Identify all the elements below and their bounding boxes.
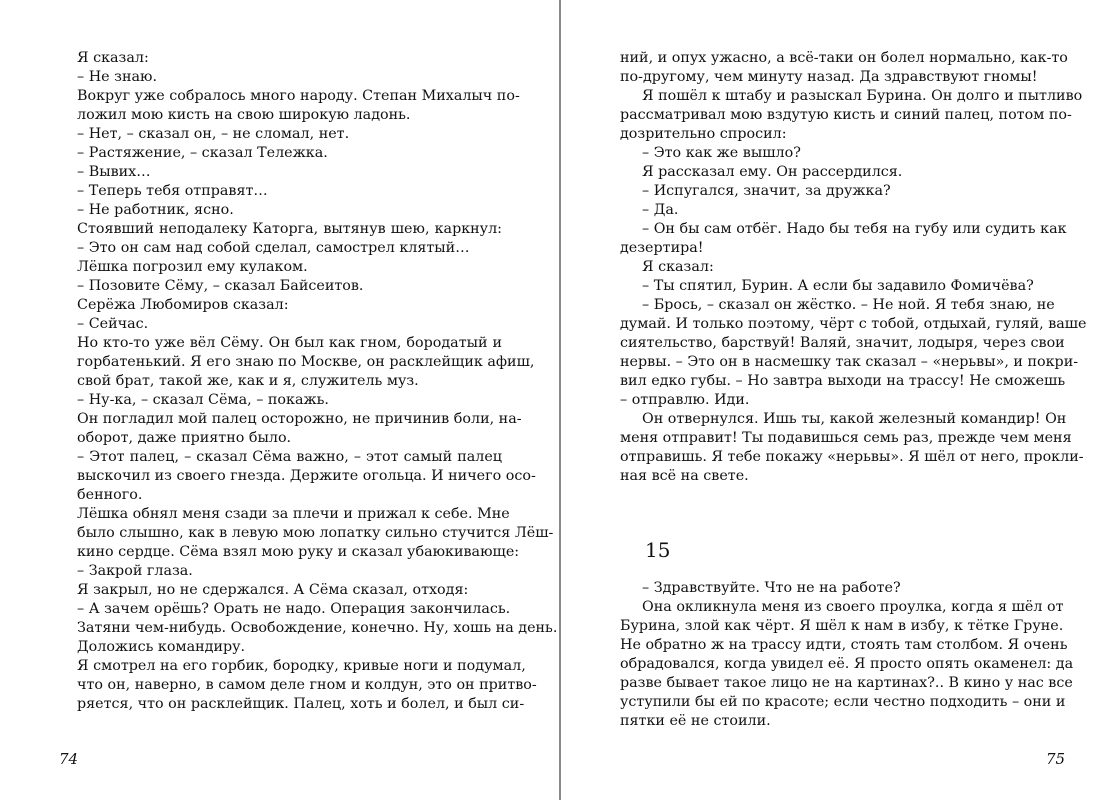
text-line: Она окликнула меня из своего проулка, когда я шёл от bbox=[642, 599, 1064, 615]
text-line: Доложись командиру. bbox=[77, 639, 246, 655]
text-line: – Это как же вышло? bbox=[642, 145, 801, 161]
page-number-right: 75 bbox=[1046, 750, 1066, 768]
text-line: обрадовался, когда увидел её. Я просто опять окаменел: да bbox=[620, 656, 1074, 672]
page-number-left: 74 bbox=[59, 750, 79, 768]
text-line: – Он бы сам отбёг. Надо бы тебя на губу или судить как bbox=[642, 221, 1067, 237]
text-line: – Это он сам над собой сделал, самострел клятый… bbox=[77, 240, 470, 256]
text-line: Лёшка обнял меня сзади за плечи и прижал к себе. Мне bbox=[77, 506, 510, 522]
text-line: Бурина, злой как чёрт. Я шёл к нам в избу, к тётке Груне. bbox=[620, 618, 1064, 634]
chapter-number: 15 bbox=[645, 538, 671, 562]
text-line: Серёжа Любомиров сказал: bbox=[77, 297, 289, 313]
text-line: меня отправит! Ты подавишься семь раз, прежде чем меня bbox=[620, 430, 1072, 446]
text-line: – Брось, – сказал он жёстко. – Не ной. Я тебя знаю, не bbox=[642, 297, 1055, 313]
text-line: Я сказал: bbox=[77, 50, 149, 66]
text-line: Вокруг уже собралось много народу. Степан Михалыч по- bbox=[77, 88, 520, 104]
text-line: горбатенький. Я его знаю по Москве, он расклейщик афиш, bbox=[77, 354, 535, 370]
text-line: – Закрой глаза. bbox=[77, 563, 193, 579]
text-line: Я смотрел на его горбик, бородку, кривые ноги и подумал, bbox=[77, 658, 526, 674]
text-line: – отправлю. Иди. bbox=[620, 392, 750, 408]
text-line: – Испугался, значит, за дружка? bbox=[642, 183, 891, 199]
text-line: – Ты спятил, Бурин. А если бы задавило Фомичёва? bbox=[642, 278, 1034, 294]
text-line: Стоявший неподалеку Каторга, вытянув шею, каркнул: bbox=[77, 221, 502, 237]
book-gutter bbox=[559, 0, 561, 800]
text-line: думай. И только поэтому, чёрт с тобой, отдыхай, гуляй, ваше bbox=[620, 316, 1087, 332]
text-line: отправишь. Я тебе покажу «нерьвы». Я шёл от него, прокли- bbox=[620, 449, 1084, 465]
text-line: Я рассказал ему. Он рассердился. bbox=[642, 164, 903, 180]
text-line: Но кто-то уже вёл Сёму. Он был как гном, бородатый и bbox=[77, 335, 502, 351]
text-line: разве бывает такое лицо не на картинах?.. В кино у нас все bbox=[620, 675, 1073, 691]
text-line: Я сказал: bbox=[642, 259, 714, 275]
text-line: Он погладил мой палец осторожно, не причинив боли, на- bbox=[77, 411, 522, 427]
text-line: дозрительно спросил: bbox=[620, 126, 787, 142]
text-line: нервы. – Это он в насмешку так сказал – «нерьвы», и покри- bbox=[620, 354, 1079, 370]
text-line: – Да. bbox=[642, 202, 679, 218]
text-line: выскочил из своего гнезда. Держите огольца. И ничего осо- bbox=[77, 468, 536, 484]
text-line: дезертира! bbox=[620, 240, 704, 256]
text-line: – Не знаю. bbox=[77, 69, 158, 85]
text-line: – Ну-ка, – сказал Сёма, – покажь. bbox=[77, 392, 329, 408]
text-line: – Теперь тебя отправят… bbox=[77, 183, 268, 199]
text-line: Не обратно ж на трассу идти, стоять там столбом. Я очень bbox=[620, 637, 1068, 653]
text-line: Я закрыл, но не сдержался. А Сёма сказал, отходя: bbox=[77, 582, 469, 598]
text-line: кино сердце. Сёма взял мою руку и сказал убаюкивающе: bbox=[77, 544, 520, 560]
text-line: Он отвернулся. Ишь ты, какой железный командир! Он bbox=[642, 411, 1067, 427]
text-line: ложил мою кисть на свою широкую ладонь. bbox=[77, 107, 411, 123]
chapter-text bbox=[620, 579, 1074, 731]
text-line: ная всё на свете. bbox=[620, 468, 749, 484]
text-line: свой брат, такой же, как и я, служитель муз. bbox=[77, 373, 419, 389]
text-line: Затяни чем-нибудь. Освобождение, конечно. Ну, хошь на день. bbox=[77, 620, 558, 636]
text-line: рассматривал мою вздутую кисть и синий палец, потом по- bbox=[620, 107, 1072, 123]
text-line: – Нет, – сказал он, – не сломал, нет. bbox=[77, 126, 350, 142]
text-line: бенного. bbox=[77, 487, 143, 503]
left-page-text bbox=[77, 49, 558, 714]
text-line: – А зачем орёшь? Орать не надо. Операция закончилась. bbox=[77, 601, 511, 617]
text-line: оборот, даже приятно было. bbox=[77, 430, 292, 446]
text-line: уступили бы ей по красоте; если честно подходить – они и bbox=[620, 694, 1066, 710]
text-line: – Позовите Сёму, – сказал Байсеитов. bbox=[77, 278, 364, 294]
text-line: – Сейчас. bbox=[77, 316, 149, 332]
text-line: Лёшка погрозил ему кулаком. bbox=[77, 259, 308, 275]
text-line: ний, и опух ужасно, а всё-таки он болел нормально, как-то bbox=[620, 50, 1068, 66]
text-line: что он, наверно, в самом деле гном и колдун, это он притво- bbox=[77, 677, 537, 693]
right-page-text bbox=[620, 49, 1087, 486]
text-line: – Здравствуйте. Что не на работе? bbox=[642, 580, 901, 596]
text-line: было слышно, как в левую мою лопатку сильно стучится Лёш- bbox=[77, 525, 554, 541]
text-line: вил едко губы. – Но завтра выходи на трассу! Не сможешь bbox=[620, 373, 1066, 389]
text-line: – Этот палец, – сказал Сёма важно, – этот самый палец bbox=[77, 449, 502, 465]
text-line: сиятельство, барствуй! Валяй, значит, лодыря, через свои bbox=[620, 335, 1065, 351]
text-line: пятки её не стоили. bbox=[620, 713, 771, 729]
text-line: Я пошёл к штабу и разыскал Бурина. Он долго и пытливо bbox=[642, 88, 1083, 104]
text-line: ряется, что он расклейщик. Палец, хоть и болел, и был си- bbox=[77, 696, 525, 712]
text-line: – Не работник, ясно. bbox=[77, 202, 234, 218]
text-line: – Растяжение, – сказал Тележка. bbox=[77, 145, 328, 161]
text-line: по-другому, чем минуту назад. Да здравствуют гномы! bbox=[620, 69, 1038, 85]
text-line: – Вывих… bbox=[77, 164, 151, 180]
